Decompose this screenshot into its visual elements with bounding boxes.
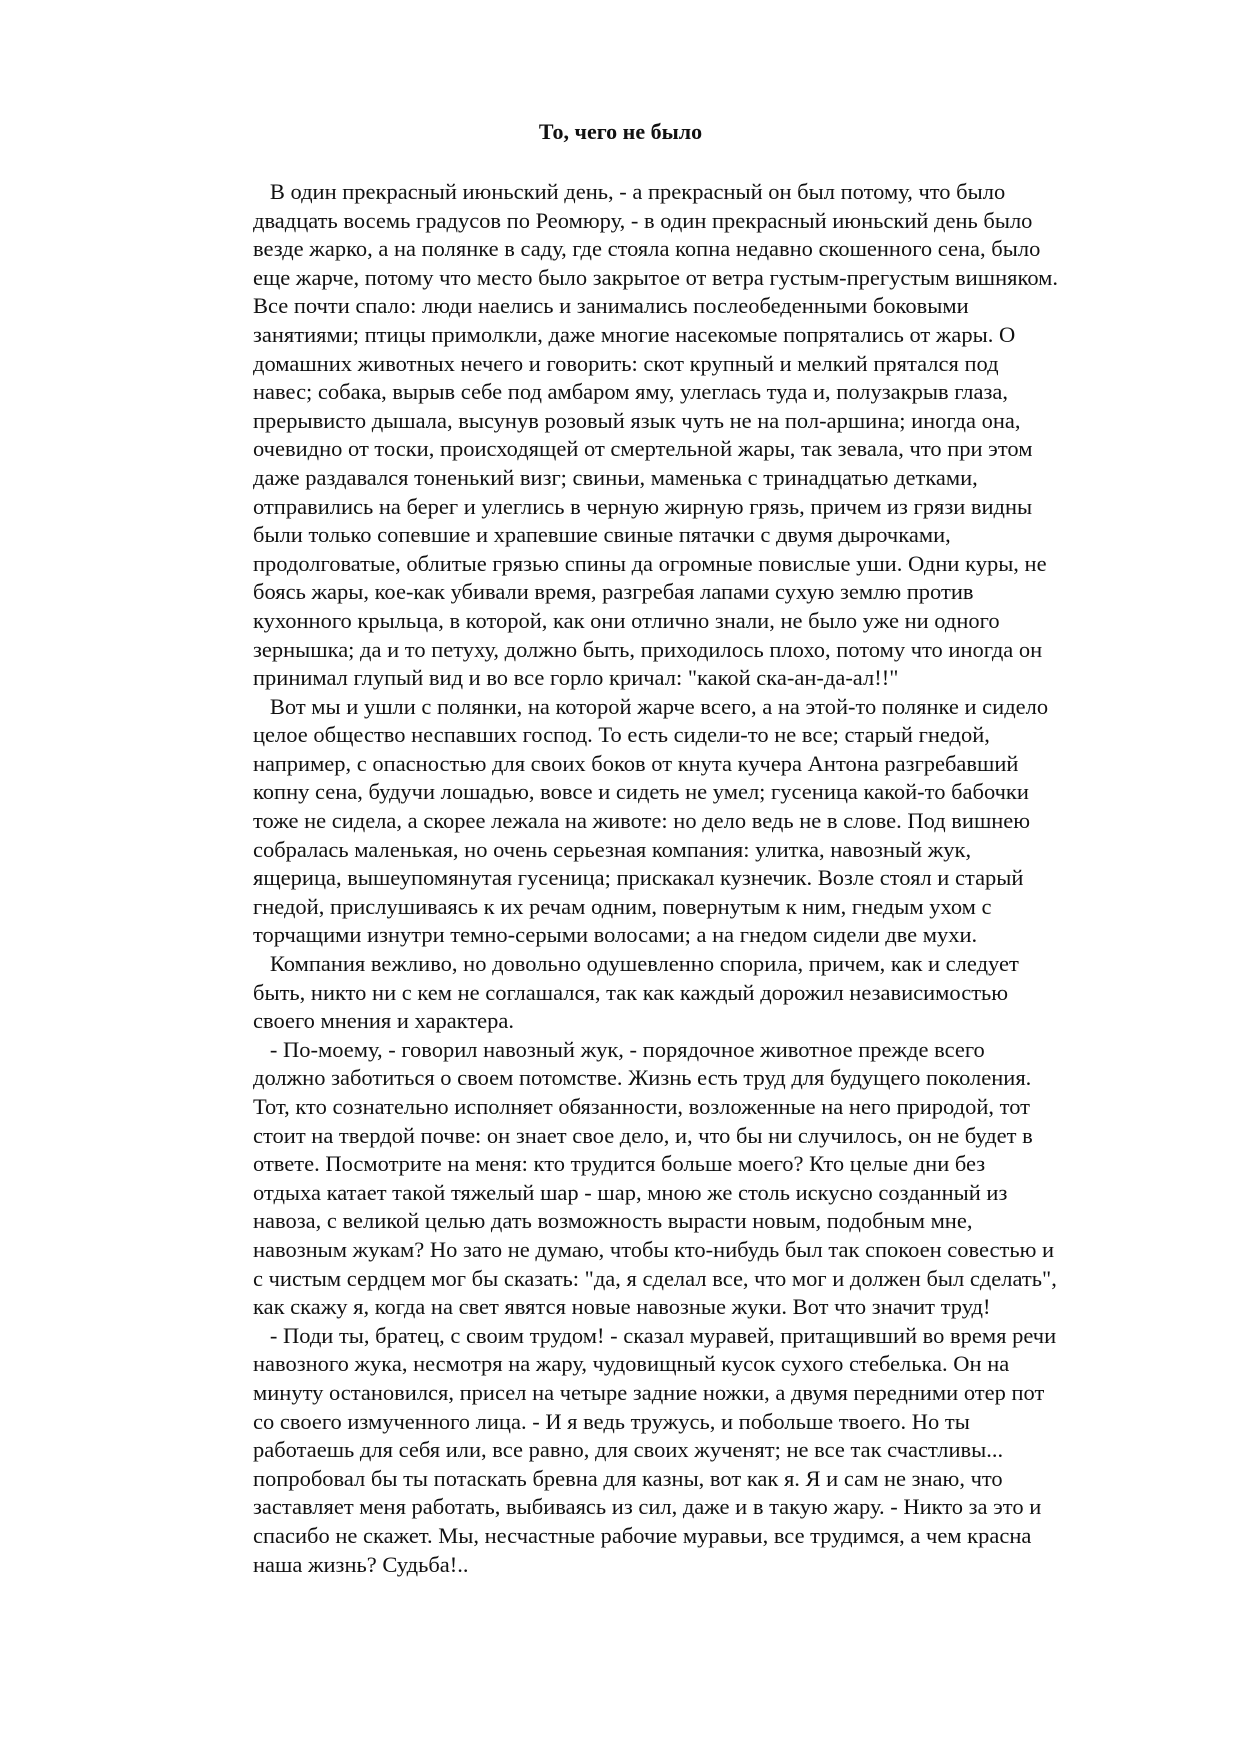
text-line: своего мнения и характера. [253,1008,514,1034]
text-line: двадцать восемь градусов по Реомюру, - в один прекрасный июньский день было [253,207,1033,233]
text-line: спасибо не скажет. Мы, несчастные рабочие муравьи, все трудимся, а чем красна [253,1522,1032,1548]
text-line: кухонного крыльца, в которой, как они отлично знали, не было уже ни одного [253,607,1000,633]
text-line: целое общество неспавших господ. То есть сидели-то не все; старый гнедой, [253,722,990,748]
text-line: минуту остановился, присел на четыре задние ножки, а двумя передними отер пот [253,1379,1045,1405]
text-line: навоза, с великой целью дать возможность вырасти новым, подобным мне, [253,1208,973,1234]
text-line: отправились на берег и улеглись в черную жирную грязь, причем из грязи видны [253,493,1033,519]
text-line: попробовал бы ты потаскать бревна для казны, вот как я. Я и сам не знаю, что [253,1465,1003,1491]
text-line: занятиями; птицы примолкли, даже многие насекомые попрятались от жары. О [253,321,1016,347]
text-line: работаешь для себя или, все равно, для своих жученят; не все так счастливы... [253,1437,1004,1463]
text-line: Вот мы и ушли с полянки, на которой жарче всего, а на этой-то полянке и сидело [253,693,1049,719]
text-line: домашних животных нечего и говорить: скот крупный и мелкий прятался под [253,350,999,376]
text-line: со своего измученного лица. - И я ведь тружусь, и побольше твоего. Но ты [253,1408,970,1434]
text-line: гнедой, прислушиваясь к их речам одним, повернутым к ним, гнедым ухом с [253,893,992,919]
text-line: навес; собака, вырыв себе под амбаром яму, улеглась туда и, полузакрыв глаза, [253,379,1009,405]
text-line: еще жарче, потому что место было закрытое от ветра густым-прегустым вишняком. [253,264,1059,290]
text-line: наша жизнь? Судьба!.. [253,1551,469,1577]
text-line: стоит на твердой почве: он знает свое дело, и, что бы ни случилось, он не будет в [253,1122,1033,1148]
text-line: Тот, кто сознательно исполняет обязанности, возложенные на него природой, тот [253,1094,1030,1119]
text-line: боясь жары, кое-как убивали время, разгребая лапами сухую землю против [253,579,974,605]
text-line: как скажу я, когда на свет явятся новые навозные жуки. Вот что значит труд! [253,1294,991,1320]
page-title: То, чего не было [538,119,703,144]
text-line: ящерица, вышеупомянутая гусеница; прискакал кузнечик. Возле стоял и старый [253,865,1024,891]
text-line: ответе. Посмотрите на меня: кто трудится больше моего? Кто целые дни без [253,1151,986,1177]
text-line: тоже не сидела, а скорее лежала на животе: но дело ведь не в слове. Под вишнею [253,808,1031,834]
text-line: с чистым сердцем мог бы сказать: "да, я сделал все, что мог и должен был сделать", [253,1265,1057,1291]
text-line: прерывисто дышала, высунув розовый язык чуть не на пол-аршина; иногда она, [253,407,1021,433]
text-line: копну сена, будучи лошадью, вовсе и сидеть не умел; гусеница какой-то бабочки [253,779,1029,805]
text-line: Компания вежливо, но довольно одушевленно спорила, причем, как и следует [253,951,1019,977]
text-line: быть, никто ни с кем не соглашался, так как каждый дорожил независимостью [253,979,1009,1005]
text-line: были только сопевшие и храпевшие свиные пятачки с двумя дырочками, [253,522,951,548]
text-line: навозного жука, несмотря на жару, чудовищный кусок сухого стебелька. Он на [253,1351,1010,1377]
text-line: даже раздавался тоненький визг; свиньи, маменька с тринадцатью детками, [253,464,978,490]
text-line: Все почти спало: люди наелись и занимались послеобеденными боковыми [253,293,969,319]
text-line: - По-моему, - говорил навозный жук, - порядочное животное прежде всего [253,1036,985,1062]
text-line: В один прекрасный июньский день, - а прекрасный он был потому, что было [253,179,1006,204]
text-line: должно заботиться о своем потомстве. Жизнь есть труд для будущего поколения. [253,1065,1032,1091]
document-body [253,178,1183,1579]
text-line: навозным жукам? Но зато не думаю, чтобы кто-нибудь был так спокоен совестью и [253,1236,1055,1262]
text-line: продолговатые, облитые грязью спины да огромные повислые уши. Одни куры, не [253,550,1047,576]
text-line: - Поди ты, братец, с своим трудом! - сказал муравей, притащивший во время речи [253,1322,1057,1348]
text-line: везде жарко, а на полянке в саду, где стояла копна недавно скошенного сена, было [253,236,1041,262]
text-line: например, с опасностью для своих боков от кнута кучера Антона разгребавший [253,750,1019,776]
text-line: отдыха катает такой тяжелый шар - шар, мною же столь искусно созданный из [253,1179,1008,1205]
text-line: заставляет меня работать, выбиваясь из сил, даже и в такую жару. - Никто за это и [253,1494,1042,1520]
text-line: очевидно от тоски, происходящей от смертельной жары, так зевала, что при этом [253,436,1033,462]
text-line: торчащими изнутри темно-серыми волосами; а на гнедом сидели две мухи. [253,922,978,948]
text-line: зернышка; да и то петуху, должно быть, приходилось плохо, потому что иногда он [253,636,1043,662]
text-line: принимал глупый вид и во все горло кричал: "какой ска-ан-да-ал!!" [253,665,899,691]
text-line: собралась маленькая, но очень серьезная компания: улитка, навозный жук, [253,836,972,862]
